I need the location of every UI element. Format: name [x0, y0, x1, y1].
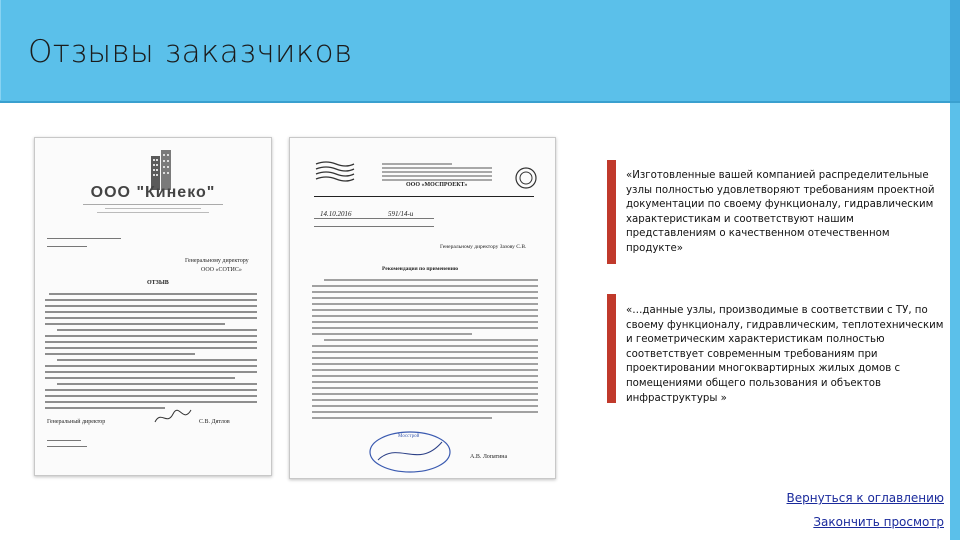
right-accent-strip: [950, 103, 960, 540]
back-to-contents-link[interactable]: Вернуться к оглавлению: [786, 491, 944, 505]
letter2-header-rule: [314, 196, 534, 197]
letter1-header-rule: [105, 208, 201, 209]
review-letter-kineko: [34, 137, 272, 476]
quote-accent-bar: [607, 294, 616, 403]
slide-title: Отзывы заказчиков: [28, 34, 353, 70]
header-edge-line: [0, 0, 1, 100]
letter1-footer-line: [47, 446, 87, 447]
letter2-stamp-text: Мосстрой: [398, 434, 420, 439]
quote-2: «…данные узлы, производимые в соответствии с ТУ, по своему функционалу, гидравлическим, теплотехническим и геометрическим характеристикам полностью соответствует современным требованиям при проектировании многоквартирных жилых домов с помещениями общего пользования и объектов инфраструктуры »: [626, 305, 944, 404]
letter1-company-name: ООО "Кинеко": [90, 184, 216, 201]
letter1-recipient-title: Генеральному директору: [185, 258, 249, 264]
letter2-signer: А.В. Лопатина: [470, 454, 508, 460]
letter2-org-name: ООО «МОСПРОЕКТ»: [406, 182, 468, 188]
letter2-letterhead: [382, 162, 502, 196]
finish-view-link[interactable]: Закончить просмотр: [813, 515, 944, 529]
letter2-ref-line: [314, 226, 434, 227]
quote-accent-bar: [607, 160, 616, 264]
letter1-recipient-org: ООО «СОТИС»: [201, 267, 242, 273]
letter2-number: 591/14-и: [388, 210, 414, 218]
letter2-body-text: [312, 278, 540, 428]
letter1-header-rule: [97, 212, 209, 213]
letter1-footer-line: [47, 440, 81, 441]
letter2-recipient: Генеральному директору Зазову С.В.: [440, 244, 527, 250]
slide-header: [0, 0, 960, 101]
letter1-director-sign: С.В. Дятлов: [199, 419, 230, 425]
letter2-heading: Рекомендация по применению: [382, 266, 459, 272]
quote-1: «Изготовленные вашей компанией распределительные узлы полностью удовлетворяют требованиям проектной документации по своему функционалу, гидравлическим характеристикам и соответствуют нашим представлениям о качественном отечественном продукте»: [626, 170, 935, 254]
letter1-header-rule: [83, 204, 223, 205]
letter1-director-label: Генеральный директор: [47, 419, 106, 425]
letter1-ref-line: [47, 238, 121, 239]
letter1-ref-line: [47, 246, 87, 247]
wave-logo-icon: [314, 160, 356, 182]
badge-icon: [514, 166, 538, 190]
letter1-body-text: [45, 292, 261, 412]
letter1-heading: ОТЗЫВ: [147, 280, 169, 286]
header-divider: [0, 101, 960, 103]
letter2-ref-line: [314, 218, 434, 219]
signature-icon: [153, 406, 193, 428]
header-accent-strip: [950, 0, 960, 101]
letter2-date: 14.10.2016: [320, 210, 352, 218]
review-letter-mosproekt: [289, 137, 556, 479]
